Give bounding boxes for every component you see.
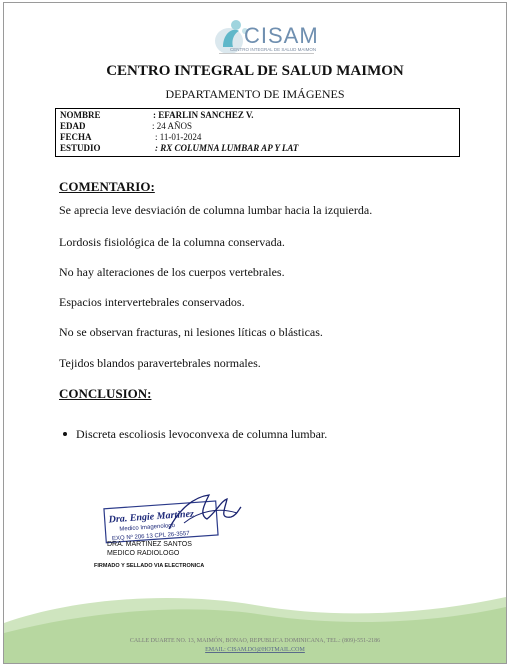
comment-line: No se observan fracturas, ni lesiones líticas o blásticas. — [59, 325, 323, 339]
department-title: DEPARTAMENTO DE IMÁGENES — [165, 87, 345, 101]
conclusion-text: Discreta escoliosis levoconvexa de columna lumbar. — [76, 427, 328, 441]
comment-line: Tejidos blandos paravertebrales normales. — [59, 356, 261, 370]
study-label: ESTUDIO — [60, 143, 101, 153]
age-label: EDAD — [60, 121, 86, 131]
comment-line: Se aprecia leve desviación de columna lumbar hacia la izquierda. — [59, 203, 373, 217]
footer-email: EMAIL: CISAM.DO@HOTMAIL.COM — [205, 647, 305, 653]
comment-line: Espacios intervertebrales conservados. — [59, 295, 245, 309]
date-label: FECHA — [60, 132, 92, 142]
logo-text: CISAM — [244, 23, 319, 48]
comment-line: Lordosis fisiológica de la columna conservada. — [59, 235, 285, 249]
signer-block — [107, 540, 192, 558]
stamp-exequatur: EXQ Nº 206 13 CPL 26-3557 — [111, 530, 190, 543]
conclusion-item — [76, 427, 327, 442]
stamp-role: Medico Imagenologo — [119, 522, 176, 533]
signer-name: DRA. MARTINEZ SANTOS — [107, 541, 192, 548]
comment-heading: COMENTARIO: — [59, 179, 155, 194]
signature-note: FIRMADO Y SELLADO VIA ELECTRONICA — [94, 563, 205, 569]
stamp-name: Dra. Engie Martinez — [108, 508, 195, 526]
name-value: : EFARLIN SANCHEZ V. — [153, 110, 254, 120]
name-label: NOMBRE — [60, 110, 101, 120]
date-value: : 11-01-2024 — [155, 132, 202, 142]
logo-subtitle: CENTRO INTEGRAL DE SALUD MAIMON — [230, 47, 317, 52]
patient-info-box — [55, 108, 460, 157]
comment-line: No hay alteraciones de los cuerpos vertebrales. — [59, 265, 285, 279]
conclusion-heading: CONCLUSION: — [59, 386, 152, 401]
footer-address: CALLE DUARTE NO. 13, MAIMÓN, BONAO, REPUBLICA DOMINICANA, TEL.: (809)-551-2186 — [129, 638, 381, 644]
report-page — [3, 2, 507, 664]
center-title: CENTRO INTEGRAL DE SALUD MAIMON — [106, 63, 404, 79]
study-value: : RX COLUMNA LUMBAR AP Y LAT — [155, 143, 299, 153]
signer-role: MEDICO RADIOLOGO — [107, 550, 180, 557]
age-value: : 24 AÑOS — [152, 121, 193, 131]
bullet-icon — [63, 432, 67, 436]
